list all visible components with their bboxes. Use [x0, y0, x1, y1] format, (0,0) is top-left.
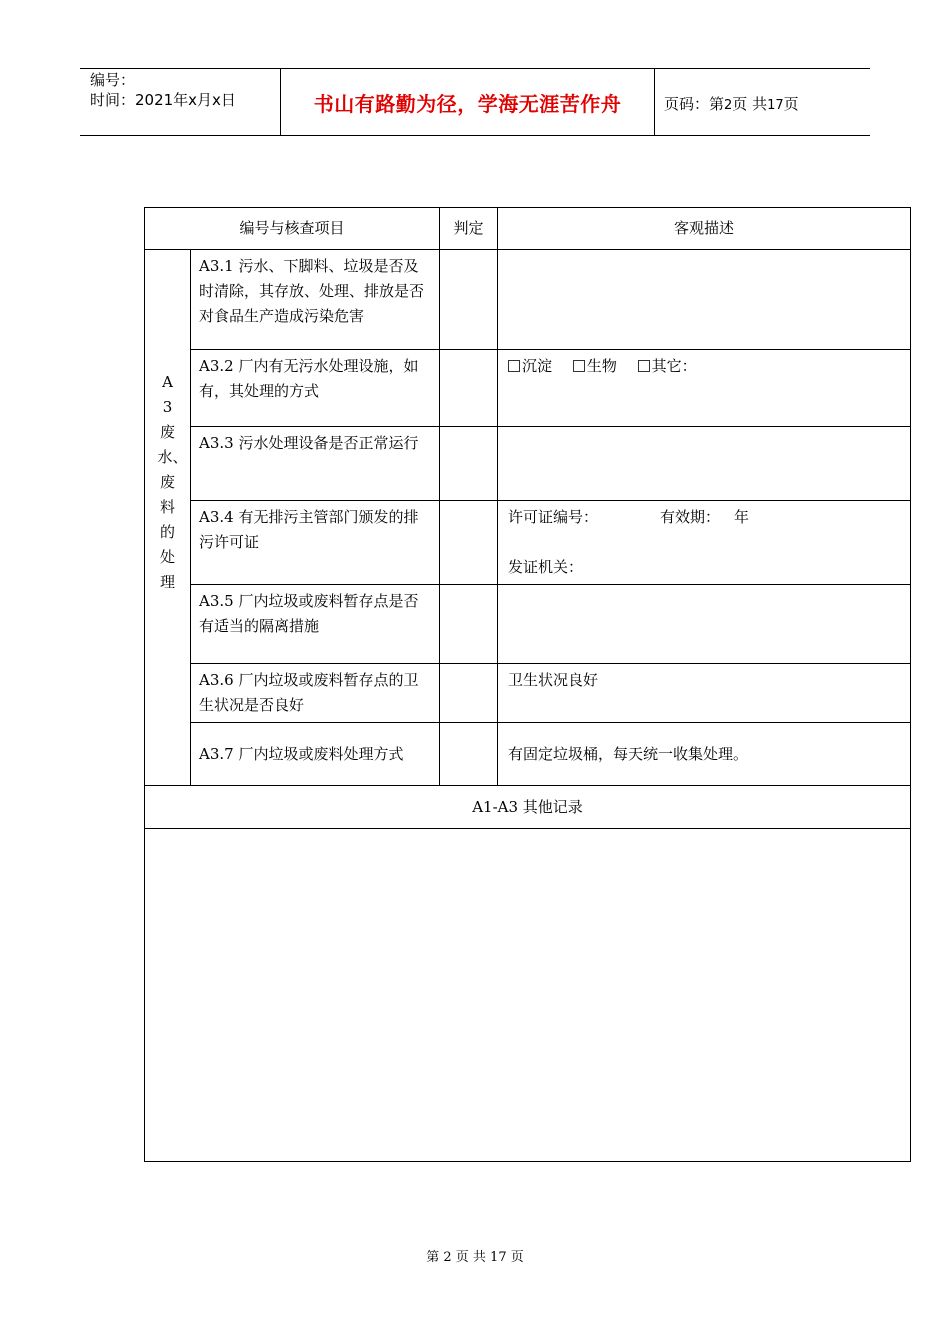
table-row [145, 585, 911, 664]
item-cell: A3.2 厂内有无污水处理设施，如有，其处理的方式 [191, 350, 440, 427]
other-records-row [145, 829, 911, 1162]
page-footer: 第 2 页 共 17 页 [426, 1250, 524, 1265]
checkbox-icon[interactable] [573, 360, 585, 372]
option-biological[interactable] [573, 357, 617, 375]
authority-label: 发证机关： [508, 558, 584, 576]
judge-cell[interactable] [440, 250, 498, 350]
desc-cell[interactable]: 有固定垃圾桶，每天统一收集处理。 [498, 723, 911, 786]
item-cell: A3.7 厂内垃圾或废料处理方式 [191, 723, 440, 786]
header-motto: 书山有路勤为径，学海无涯苦作舟 [313, 91, 622, 116]
table-row [145, 250, 911, 350]
option-label: 生物 [586, 357, 617, 375]
validity-year-label: 年 [734, 508, 750, 526]
page-suffix: 页 [783, 95, 799, 113]
item-cell: A3.1 污水、下脚料、垃圾是否及时清除，其存放、处理、排放是否对食品生产造成污染危害 [191, 250, 440, 350]
header-motto-cell [281, 69, 655, 135]
desc-cell [498, 350, 911, 427]
item-cell: A3.5 厂内垃圾或废料暂存点是否有适当的隔离措施 [191, 585, 440, 664]
judge-cell[interactable] [440, 427, 498, 501]
desc-cell[interactable] [498, 427, 911, 501]
page-prefix: 页码：第 [664, 95, 725, 113]
table-row [145, 664, 911, 723]
judge-cell[interactable] [440, 723, 498, 786]
item-cell: A3.6 厂内垃圾或废料暂存点的卫生状况是否良好 [191, 664, 440, 723]
col-header-judge: 判定 [440, 208, 498, 250]
page-header [80, 68, 870, 136]
validity-label: 有效期： [660, 508, 721, 526]
license-line [508, 505, 902, 530]
option-sedimentation[interactable] [508, 357, 552, 375]
page-total: 17 [767, 98, 784, 113]
header-meta [80, 69, 281, 135]
table-row [145, 723, 911, 786]
inspection-table [144, 207, 911, 1162]
option-other[interactable] [638, 357, 697, 375]
judge-cell[interactable] [440, 585, 498, 664]
table-row [145, 501, 911, 585]
table-row [145, 350, 911, 427]
page-mid: 页 共 [732, 95, 768, 113]
group-label-cell [145, 250, 191, 786]
doc-time-label: 时间：2021年x月x日 [90, 91, 236, 109]
option-label: 沉淀 [522, 357, 553, 375]
license-number-label: 许可证编号： [508, 508, 599, 526]
desc-cell [498, 501, 911, 585]
checkbox-icon[interactable] [508, 360, 520, 372]
header-page-info [664, 93, 799, 114]
col-header-item: 编号与核查项目 [145, 208, 440, 250]
judge-cell[interactable] [440, 664, 498, 723]
item-cell: A3.4 有无排污主管部门颁发的排污许可证 [191, 501, 440, 585]
page-number: 2 [724, 98, 733, 113]
desc-cell[interactable] [498, 585, 911, 664]
doc-number-label: 编号： [90, 71, 136, 89]
desc-cell[interactable] [498, 250, 911, 350]
other-records-content[interactable] [145, 829, 911, 1162]
group-label: A3废水、废料的处理 [157, 373, 188, 591]
option-label: 其它： [651, 357, 697, 375]
other-records-title: A1-A3 其他记录 [145, 786, 911, 829]
table-row [145, 427, 911, 501]
desc-cell[interactable]: 卫生状况良好 [498, 664, 911, 723]
item-cell: A3.3 污水处理设备是否正常运行 [191, 427, 440, 501]
checkbox-icon[interactable] [638, 360, 650, 372]
other-records-header-row [145, 786, 911, 829]
col-header-desc: 客观描述 [498, 208, 911, 250]
table-header-row [145, 208, 911, 250]
judge-cell[interactable] [440, 501, 498, 585]
judge-cell[interactable] [440, 350, 498, 427]
